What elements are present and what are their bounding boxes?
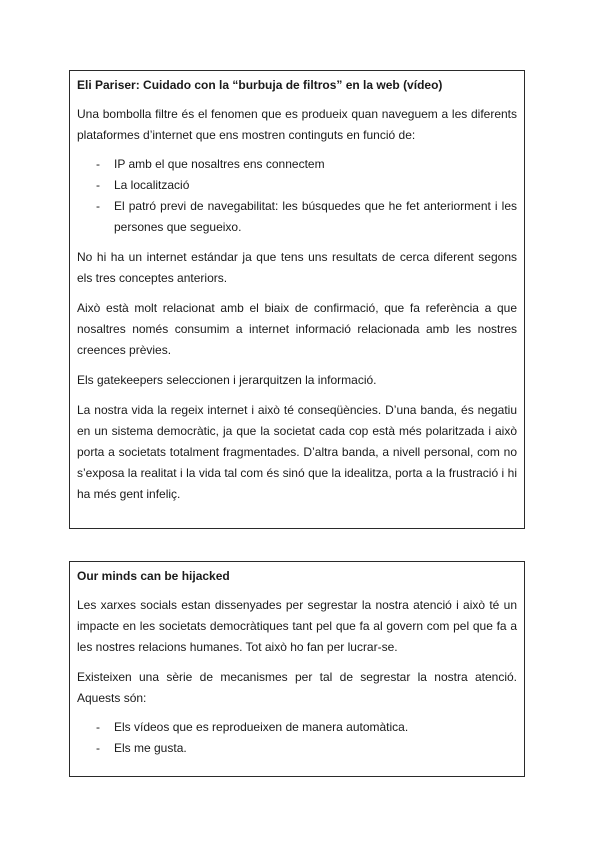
bullet-dash: - xyxy=(96,157,100,171)
section-title: Eli Pariser: Cuidado con la “burbuja de filtros” en la web (vídeo) xyxy=(77,78,443,92)
bullet-dash: - xyxy=(96,178,100,192)
section-title: Our minds can be hijacked xyxy=(77,569,230,583)
bullet-dash: - xyxy=(96,199,100,213)
list-item: - Els vídeos que es reprodueixen de manera automàtica. xyxy=(77,717,517,738)
list-item: - IP amb el que nosaltres ens connectem xyxy=(77,154,517,175)
list-item: - El patró previ de navegabilitat: les búsquedes que he fet anteriorment i les persones que segueixo. xyxy=(77,196,517,238)
list-item: - La localització xyxy=(77,175,517,196)
paragraph: Existeixen una sèrie de mecanismes per tal de segrestar la nostra atenció. Aquests són: xyxy=(77,670,517,705)
intro-paragraph: Una bombolla filtre és el fenomen que es produeix quan naveguem a les diferents plataformes d’internet que ens mostren continguts en funció de: xyxy=(77,107,517,142)
paragraph: Això està molt relacionat amb el biaix de confirmació, que fa referència a que nosaltres només consumim a internet informació relacionada amb les nostres creences prèvies. xyxy=(77,301,517,357)
paragraph: La nostra vida la regeix internet i això té conseqüències. D’una banda, és negatiu en un sistema democràtic, ja que la societat cada cop està més polaritzada i això porta a societats totalment fragmentades. D’altra banda, a nivell personal, com no s’exposa la realitat i la vida tal com és sinó que la idealitza, porta a la frustració i hi ha més gent infeliç. xyxy=(77,403,517,501)
mechanisms-list xyxy=(77,717,517,759)
list-item: - Els me gusta. xyxy=(77,738,517,759)
criteria-list xyxy=(77,154,517,238)
bullet-dash: - xyxy=(96,720,100,734)
paragraph: Les xarxes socials estan dissenyades per segrestar la nostra atenció i això té un impacte en les societats democràtiques tant pel que fa al govern com pel que fa a les nostres relacions humanes. Tot això ho fan per lucrar-se. xyxy=(77,598,517,654)
notes-box-filter-bubble xyxy=(69,70,525,529)
paragraph: Els gatekeepers seleccionen i jerarquitzen la informació. xyxy=(77,373,377,387)
bullet-dash: - xyxy=(96,741,100,755)
paragraph: No hi ha un internet estándar ja que tens uns resultats de cerca diferent segons els tres conceptes anteriors. xyxy=(77,250,517,285)
notes-box-hijacked-minds xyxy=(69,561,525,777)
